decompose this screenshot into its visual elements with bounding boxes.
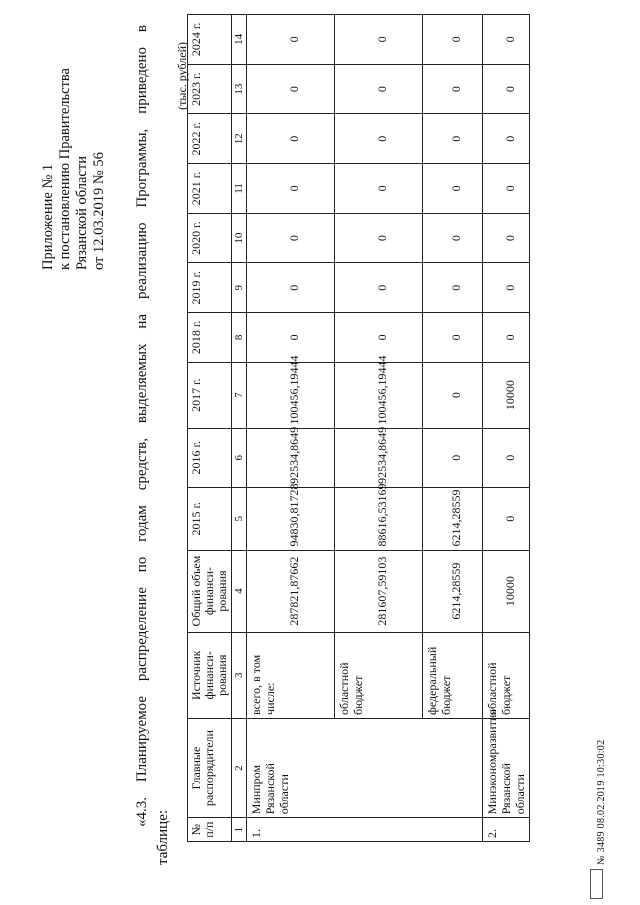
row-number: 2.: [483, 818, 530, 842]
row-year-value: 0: [423, 15, 483, 65]
appendix-line-4: от 12.03.2019 № 56: [91, 152, 107, 270]
header-year: 2023 г.: [188, 64, 232, 114]
row-source: областной бюджет: [483, 632, 530, 718]
row-year-value: 0: [335, 15, 423, 65]
row-year-value: 100456,19444: [335, 362, 423, 428]
header-year: 2017 г.: [188, 362, 232, 428]
row-year-value: 94830,81728: [247, 487, 335, 550]
row-total: 6214,28559: [423, 550, 483, 632]
budget-table: [187, 14, 530, 842]
row-year-value: 0: [247, 64, 335, 114]
row-ministry: Минпром Рязанской области: [247, 718, 483, 817]
row-year-value: 0: [483, 487, 530, 550]
row-year-value: 0: [483, 64, 530, 114]
header-ministry: Главные распорядители: [188, 718, 232, 817]
table-row: [423, 15, 483, 842]
row-year-value: 6214,28559: [423, 487, 483, 550]
section-heading: [132, 25, 174, 865]
row-year-value: 0: [247, 15, 335, 65]
column-number: 4: [232, 550, 247, 632]
header-no: № п/п: [188, 818, 232, 842]
header-year: 2021 г.: [188, 164, 232, 214]
header-year: 2015 г.: [188, 487, 232, 550]
table-row: [335, 15, 423, 842]
row-year-value: 0: [483, 15, 530, 65]
table-header-row: [188, 15, 232, 842]
row-year-value: 0: [247, 313, 335, 363]
row-year-value: 92534,8649: [247, 428, 335, 487]
row-year-value: 0: [247, 164, 335, 214]
document-registration-number: № 3489 08.02.2019 10:30:02: [596, 739, 607, 865]
column-number: 14: [232, 15, 247, 65]
row-year-value: 0: [483, 114, 530, 164]
header-year: 2019 г.: [188, 263, 232, 313]
row-total: 287821,87662: [247, 550, 335, 632]
row-year-value: 0: [335, 313, 423, 363]
header-year: 2024 г.: [188, 15, 232, 65]
column-number: 12: [232, 114, 247, 164]
column-number: 10: [232, 213, 247, 263]
row-year-value: 0: [247, 213, 335, 263]
row-year-value: 0: [335, 263, 423, 313]
appendix-line-3: Рязанской области: [74, 156, 90, 270]
row-year-value: 0: [247, 263, 335, 313]
row-year-value: 100456,19444: [247, 362, 335, 428]
row-year-value: 92534,8649: [335, 428, 423, 487]
column-number: 11: [232, 164, 247, 214]
row-year-value: 0: [423, 362, 483, 428]
column-number: 7: [232, 362, 247, 428]
row-year-value: 0: [423, 428, 483, 487]
row-year-value: 10000: [483, 362, 530, 428]
header-total: Общий объем финанси- рования: [188, 550, 232, 632]
column-number: 1: [232, 818, 247, 842]
row-year-value: 0: [335, 114, 423, 164]
row-year-value: 0: [483, 213, 530, 263]
row-year-value: 0: [335, 213, 423, 263]
table-row: [483, 15, 530, 842]
row-total: 281607,59103: [335, 550, 423, 632]
row-year-value: 88616,53169: [335, 487, 423, 550]
row-year-value: 0: [483, 313, 530, 363]
units-label: (тыс. рублей): [175, 42, 189, 110]
table-row: [247, 15, 335, 842]
registration-stamp-icon: [590, 869, 603, 899]
row-year-value: 0: [423, 213, 483, 263]
row-total: 10000: [483, 550, 530, 632]
header-year: 2020 г.: [188, 213, 232, 263]
row-number: 1.: [247, 818, 483, 842]
header-year: 2016 г.: [188, 428, 232, 487]
column-number: 5: [232, 487, 247, 550]
row-source: федеральный бюджет: [423, 632, 483, 718]
row-year-value: 0: [335, 164, 423, 214]
column-number: 9: [232, 263, 247, 313]
column-number: 13: [232, 64, 247, 114]
row-year-value: 0: [335, 64, 423, 114]
heading-line-1: «4.3. Планируемое распределение по годам средств, выделяемых на реализацию Программы, приведено в: [134, 25, 150, 827]
appendix-block: [40, 20, 108, 270]
heading-line-2: таблице:: [155, 809, 171, 865]
header-source: Источник финанси- рования: [188, 632, 232, 718]
column-number-row: [232, 15, 247, 842]
column-number: 8: [232, 313, 247, 363]
row-year-value: 0: [423, 164, 483, 214]
row-year-value: 0: [423, 114, 483, 164]
column-number: 6: [232, 428, 247, 487]
header-year: 2022 г.: [188, 114, 232, 164]
appendix-line-2: к постановлению Правительства: [57, 68, 73, 270]
row-year-value: 0: [423, 313, 483, 363]
row-source: всего, в том числе:: [247, 632, 335, 718]
row-ministry: Минэкономразвития Рязанской области: [483, 718, 530, 817]
header-year: 2018 г.: [188, 313, 232, 363]
row-year-value: 0: [483, 164, 530, 214]
row-year-value: 0: [483, 428, 530, 487]
row-year-value: 0: [247, 114, 335, 164]
appendix-line-1: Приложение № 1: [40, 163, 56, 270]
row-year-value: 0: [423, 263, 483, 313]
column-number: 2: [232, 718, 247, 817]
row-year-value: 0: [483, 263, 530, 313]
row-source: областной бюджет: [335, 632, 423, 718]
column-number: 3: [232, 632, 247, 718]
row-year-value: 0: [423, 64, 483, 114]
